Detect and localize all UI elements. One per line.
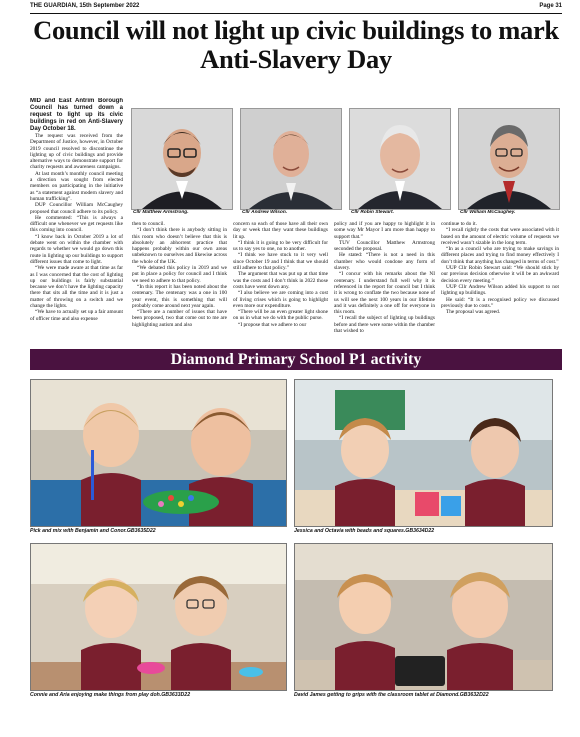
photo-pick-and-mix-image bbox=[31, 380, 286, 526]
portrait-caption: Cllr Matthew Armstrong. bbox=[133, 210, 189, 215]
portrait-wilson-image bbox=[241, 109, 341, 209]
portrait-caption: Cllr Andrew Wilson. bbox=[242, 210, 288, 215]
article-para: “In this report it has been noted about the centenary. The centenary was a one in 100 year event, this is something that will probably come around next year again. bbox=[132, 283, 227, 309]
article-para: The argument that was put up at that time was the costs and I don’t think in 2022 those costs have went down any. bbox=[233, 271, 328, 290]
article-para: “I concur with his remarks about the NI centenary. I understand full well why it is referenced in the report for council but I think it is wrong to conflate the two because none of us will see the next 100 years in our lifetime and it was definitely a one off for everyone in this room. bbox=[334, 271, 435, 316]
article-para: “There are a number of issues that have been proposed, two that come out to me are highlighting autism and also bbox=[132, 309, 227, 328]
headline: Council will not light up civic buildings to mark Anti-Slavery Day bbox=[33, 15, 559, 74]
photo-classroom-tablet bbox=[294, 543, 553, 691]
article-para: “We debated this policy in 2019 and we put in place a policy for council and I think we need to adhere to that policy. bbox=[132, 265, 227, 284]
article-para: He stated: “There is not a need in this chamber who would condone any form of slavery. bbox=[334, 252, 435, 272]
photo-caption: Connie and Aria enjoying make things from play doh.GB3633D22 bbox=[30, 692, 191, 698]
portrait-caption: Cllr William McCaughey. bbox=[460, 210, 516, 215]
article-para: “I recall rightly the costs that were associated with it based on the amount of electric volume of requests we received wasn’t sizable in the long term. bbox=[441, 227, 559, 246]
photo-caption: Jessica and Octavia with beads and squares.GB3634D22 bbox=[294, 528, 435, 534]
photo-play-doh bbox=[30, 543, 287, 691]
article-para: policy and if you are happy to highlight it in some way Mr Mayor I am more than happy to support that.” bbox=[334, 221, 435, 240]
article-para: He said: “It is a recognised policy we discussed previously due to costs.” bbox=[441, 296, 559, 309]
article-col-2 bbox=[132, 221, 227, 343]
article-col-1 bbox=[30, 98, 123, 343]
photo-beads-and-squares bbox=[294, 379, 553, 527]
portrait-mccaughey bbox=[458, 108, 560, 210]
article-para: TUV Councillor Matthew Armstrong seconded the proposal. bbox=[334, 239, 435, 253]
article-para: continue to do it. bbox=[441, 221, 477, 227]
article-para: “I think we have stuck to it very well since October 19 and I think that we should still adhere to that policy.” bbox=[233, 252, 328, 272]
portrait-stewart bbox=[349, 108, 451, 210]
portrait-stewart-image bbox=[350, 109, 450, 209]
article-para: At last month’s monthly council meeting a direction was sought from elected members on participating in the initiative as “a statement against modern slavery and human trafficking”. bbox=[30, 170, 123, 202]
article-para: DUP Councillor William McCaughey proposed that council adhere to its policy. bbox=[30, 202, 123, 215]
article-para: He commented: “This is always a difficult one whenever we get requests like this coming into council. bbox=[30, 214, 123, 234]
section-banner: Diamond Primary School P1 activity bbox=[30, 349, 562, 370]
article-para: UUP Cllr Robin Stewart said: “We should stick by our previous decision otherwise it will be an awkward decision every meeting.” bbox=[441, 265, 559, 284]
photo-beads-and-squares-image bbox=[295, 380, 552, 526]
article-col-5 bbox=[441, 221, 559, 343]
photo-caption: Pick and mix with Benjamin and Conor.GB3635D22 bbox=[30, 528, 156, 534]
article-para: then to council. bbox=[132, 221, 165, 227]
portrait-armstrong bbox=[131, 108, 233, 210]
masthead-rule bbox=[30, 13, 562, 14]
article-para: “In as a council who are trying to make savings in different places and trying to find money effectively I don’t think that anything has changed in terms of cost.” bbox=[441, 246, 559, 265]
article-para: “I don’t think there is anybody sitting in this room who doesn’t believe that this is absolutely an abhorrent practice that happens probably within our own areas unbeknown to ourselves and likewise across the whole of the UK. bbox=[132, 227, 227, 265]
masthead bbox=[30, 3, 562, 13]
masthead-date: THE GUARDIAN, 15th September 2022 bbox=[30, 3, 140, 9]
article-lead: MID and East Antrim Borough Council has turned down a request to light up its civic buildings in red on Anti-Slavery Day October 18. bbox=[30, 98, 123, 132]
article-para: “There will be an even greater light shone on us in what we do with the public purse. bbox=[233, 309, 328, 322]
article-para: UUP Cllr Andrew Wilson added his support to not lighting up buildings. bbox=[441, 283, 559, 297]
portrait-caption: Cllr Robin Stewart. bbox=[351, 210, 394, 215]
article-para: “I propose that we adhere to our bbox=[238, 321, 307, 328]
photo-pick-and-mix bbox=[30, 379, 287, 527]
article-para: “I also believe we are coming into a cost of living crises which is going to highlight even more our expenditure. bbox=[233, 290, 328, 309]
portrait-armstrong-image bbox=[132, 109, 232, 209]
portrait-mccaughey-image bbox=[459, 109, 559, 209]
article-para: concern so each of those have all their own day or week that they want these buildings lit up. bbox=[233, 221, 328, 240]
article-para: The request was received from the Department of Justice, however, in October 2019 council resolved to discontinue the lighting up of civic buildings and provide alternative ways to demonstrate support for charity requests and awareness campaigns. bbox=[30, 133, 123, 171]
article-col-3 bbox=[233, 221, 328, 343]
page-number: Page 31 bbox=[539, 3, 562, 9]
article-para: The proposal was agreed. bbox=[446, 309, 501, 316]
article-para: “We were made aware at that time as far as I was concerned that the cost of lighting up our buildings is fairly substantial because we don’t have the lighting capacity there that sits all the time and it is just a matter of throwing on a switch and we change the lights. bbox=[30, 265, 123, 310]
portrait-wilson bbox=[240, 108, 342, 210]
photo-caption: David James getting to grips with the classroom tablet at Diamond.GB3632D22 bbox=[294, 692, 489, 698]
article-para: “We have to actually set up a fair amount of officer time and also expense bbox=[30, 309, 123, 322]
article-para: “I think it is going to be very difficult for us to say yes to one, no to another. bbox=[233, 239, 328, 253]
photo-play-doh-image bbox=[31, 544, 286, 690]
article-para: “I recall the subject of lighting up buildings before and there were some within the chamber that wished to bbox=[334, 315, 435, 335]
article-col-4 bbox=[334, 221, 435, 343]
article-para: “I know back in October 2019 a lot of debate went on within the chamber with regards to whether we would go down this route in lighting up our buildings to support different issues that come to light. bbox=[30, 233, 123, 265]
photo-classroom-tablet-image bbox=[295, 544, 552, 690]
